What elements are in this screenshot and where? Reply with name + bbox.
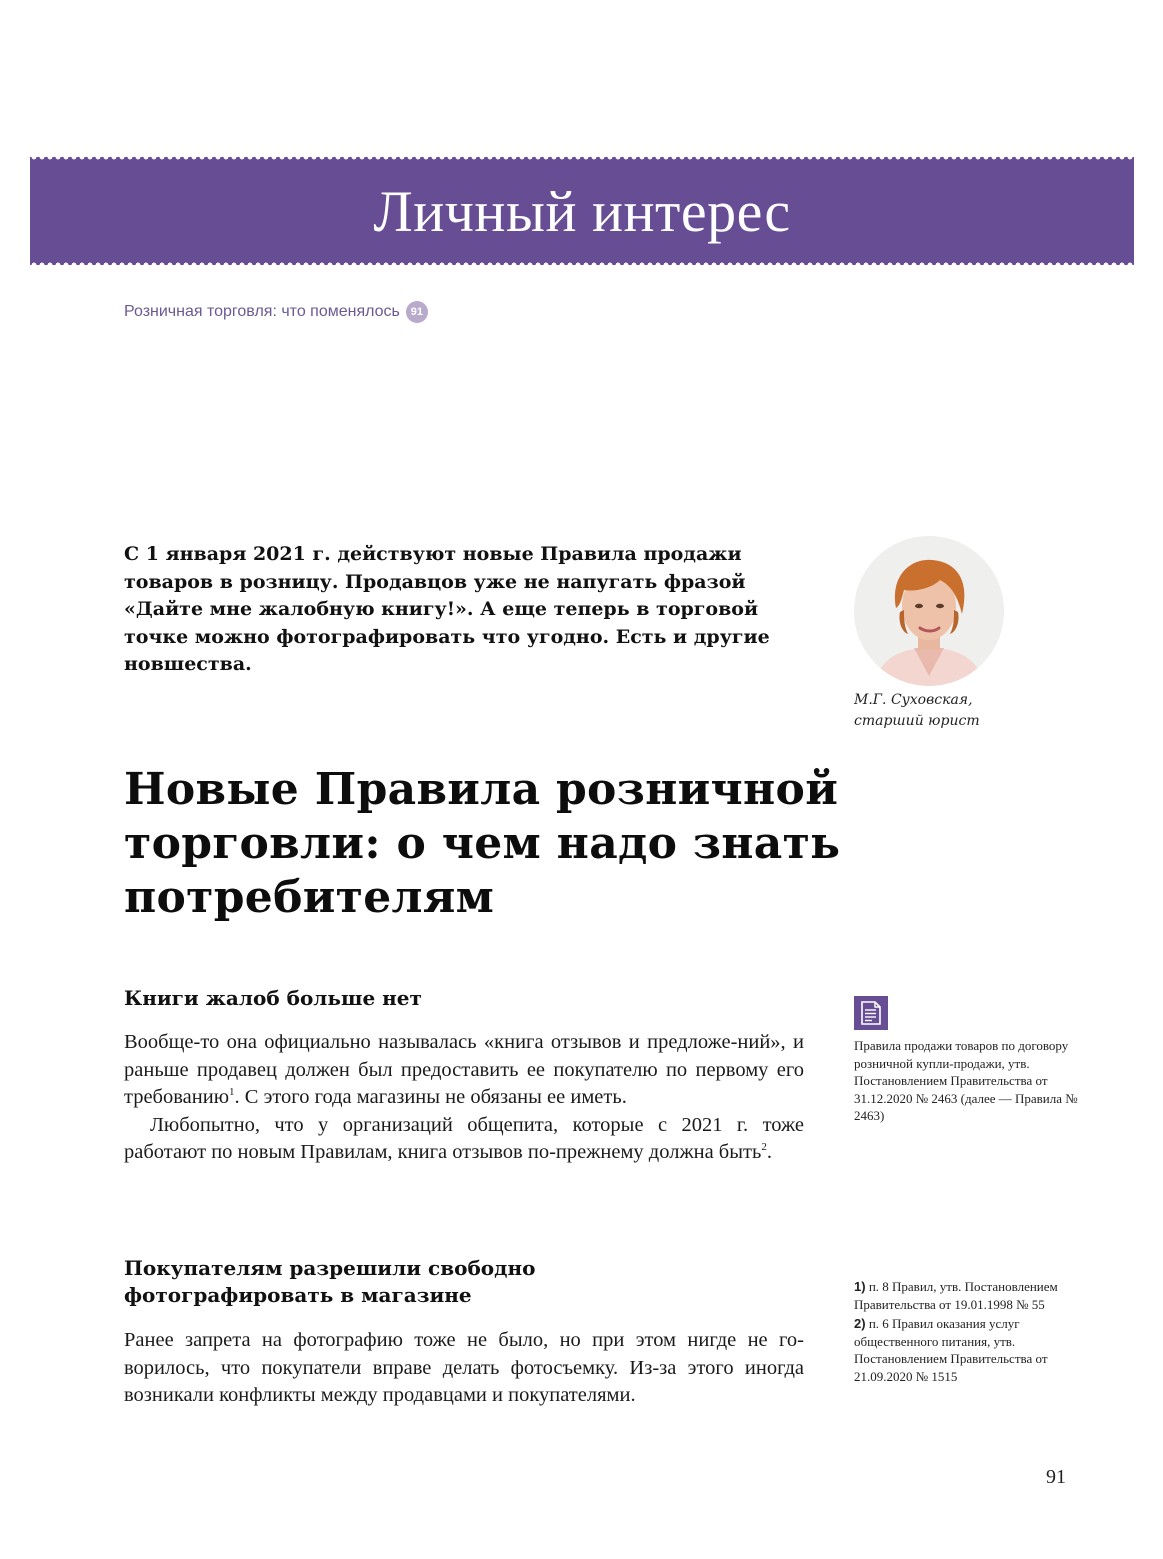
footnote-number: 1) [854,1279,866,1294]
author-portrait-icon [854,536,1004,686]
page-number: 91 [1046,1466,1066,1488]
author-photo [854,536,1004,686]
text-run: Вообще-то она официально называлась «книга отзывов и предложе-ний», и раньше продавец должен был предоставить ее покупателю по первому его требованию [124,1031,804,1108]
section-body-photo [124,1327,804,1410]
footnote-text: п. 8 Правил, утв. Постановлением Правительства от 19.01.1998 № 55 [854,1279,1058,1312]
breadcrumb-text: Розничная торговля: что поменялось [124,303,400,320]
text-run: . [766,1141,772,1163]
footnote-ref[interactable]: 1 [229,1086,235,1099]
paragraph [124,1112,804,1167]
text-run: . С этого года магазины не обязаны ее иметь. [234,1086,627,1108]
paragraph [124,1029,804,1112]
footnote [854,1315,1084,1385]
lead-paragraph: С 1 января 2021 г. действуют новые Правила продажи товаров в розницу. Продавцов уже не напугать фразой «Дайте мне жалобную книгу!». А еще теперь в торговой точке можно фотографировать что угодно. Есть и другие новшества. [124,543,770,675]
paragraph: Ранее запрета на фотографию тоже не было, но при этом нигде не го-ворилось, что покупатели вправе делать фотосъемку. Из-за этого иногда возникали конфликты между продавцами и покупателями. [124,1329,804,1406]
section-heading-photo: Покупателям разрешили свободно фотографировать в магазине [124,1256,536,1307]
author-role: старший юрист [854,713,980,729]
article-headline: Новые Правила розничной торговли: о чем надо знать потребителям [124,764,841,923]
page-badge: 91 [406,301,428,323]
author-caption [854,690,1054,732]
footnote-ref[interactable]: 2 [761,1141,767,1154]
document-icon [854,996,888,1030]
footnotes [854,1278,1084,1387]
side-note: Правила продажи товаров по договору розничной купли-продажи, утв. Постановлением Правительства от 31.12.2020 № 2463 (далее — Правила № 2463) [854,1038,1078,1123]
footnote-number: 2) [854,1316,866,1331]
author-name: М.Г. Суховская, [854,692,973,708]
footnote-text: п. 6 Правил оказания услуг общественного питания, утв. Постановлением Правительства от 21.09.2020 № 1515 [854,1316,1048,1384]
text-run: Любопытно, что у организаций общепита, которые с 2021 г. тоже работают по новым Правилам, книга отзывов по-прежнему должна быть [124,1113,804,1163]
breadcrumb[interactable] [124,301,428,323]
document-icon-glyph [861,1001,881,1025]
section-title: Личный интерес [373,178,791,244]
section-body-complaints [124,1029,804,1167]
footnote [854,1278,1084,1313]
section-banner [30,157,1134,265]
section-heading-complaints: Книги жалоб больше нет [124,986,422,1010]
